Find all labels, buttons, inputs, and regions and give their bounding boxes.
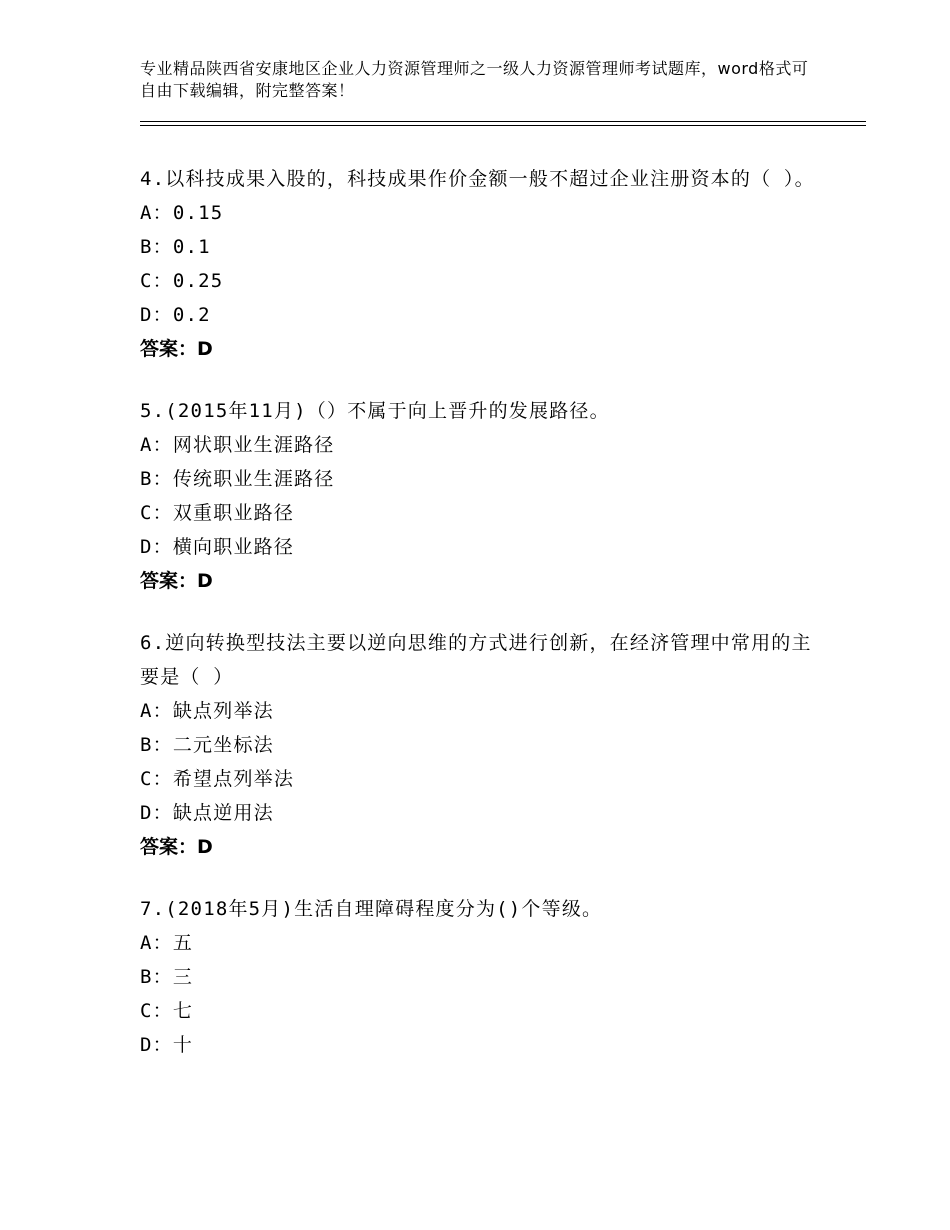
option-d: D：横向职业路径 [140,536,295,558]
option-a: A：网状职业生涯路径 [140,434,335,456]
question-list [140,162,830,1090]
option-a: A：0.15 [140,202,224,224]
question-stem: 5.(2015年11月)（）不属于向上晋升的发展路径。 [140,400,610,422]
option-a: A：五 [140,932,194,954]
header-divider-top [140,121,866,122]
option-c: C：七 [140,1000,194,1022]
option-b: B：0.1 [140,236,211,258]
question-stem: 4.以科技成果入股的，科技成果作价金额一般不超过企业注册资本的（ ）。 [140,168,815,190]
question-5 [140,394,830,598]
question-4 [140,162,830,366]
answer-label: 答案：D [140,836,213,858]
header-divider-bottom [140,125,866,126]
question-6 [140,626,830,864]
question-7 [140,892,830,1062]
option-c: C：双重职业路径 [140,502,295,524]
option-b: B：传统职业生涯路径 [140,468,335,490]
answer-label: 答案：D [140,338,213,360]
option-d: D：十 [140,1034,194,1056]
page-header: 专业精品陕西省安康地区企业人力资源管理师之一级人力资源管理师考试题库，word格式可自由下载编辑，附完整答案！ [140,59,809,100]
question-stem: 6.逆向转换型技法主要以逆向思维的方式进行创新，在经济管理中常用的主要是（ ） [140,632,812,688]
option-d: D：缺点逆用法 [140,802,274,824]
option-a: A：缺点列举法 [140,700,274,722]
option-c: C：0.25 [140,270,224,292]
option-b: B：三 [140,966,194,988]
option-c: C：希望点列举法 [140,768,295,790]
question-stem: 7.(2018年5月)生活自理障碍程度分为()个等级。 [140,898,603,920]
option-b: B：二元坐标法 [140,734,274,756]
option-d: D：0.2 [140,304,211,326]
answer-label: 答案：D [140,570,213,592]
